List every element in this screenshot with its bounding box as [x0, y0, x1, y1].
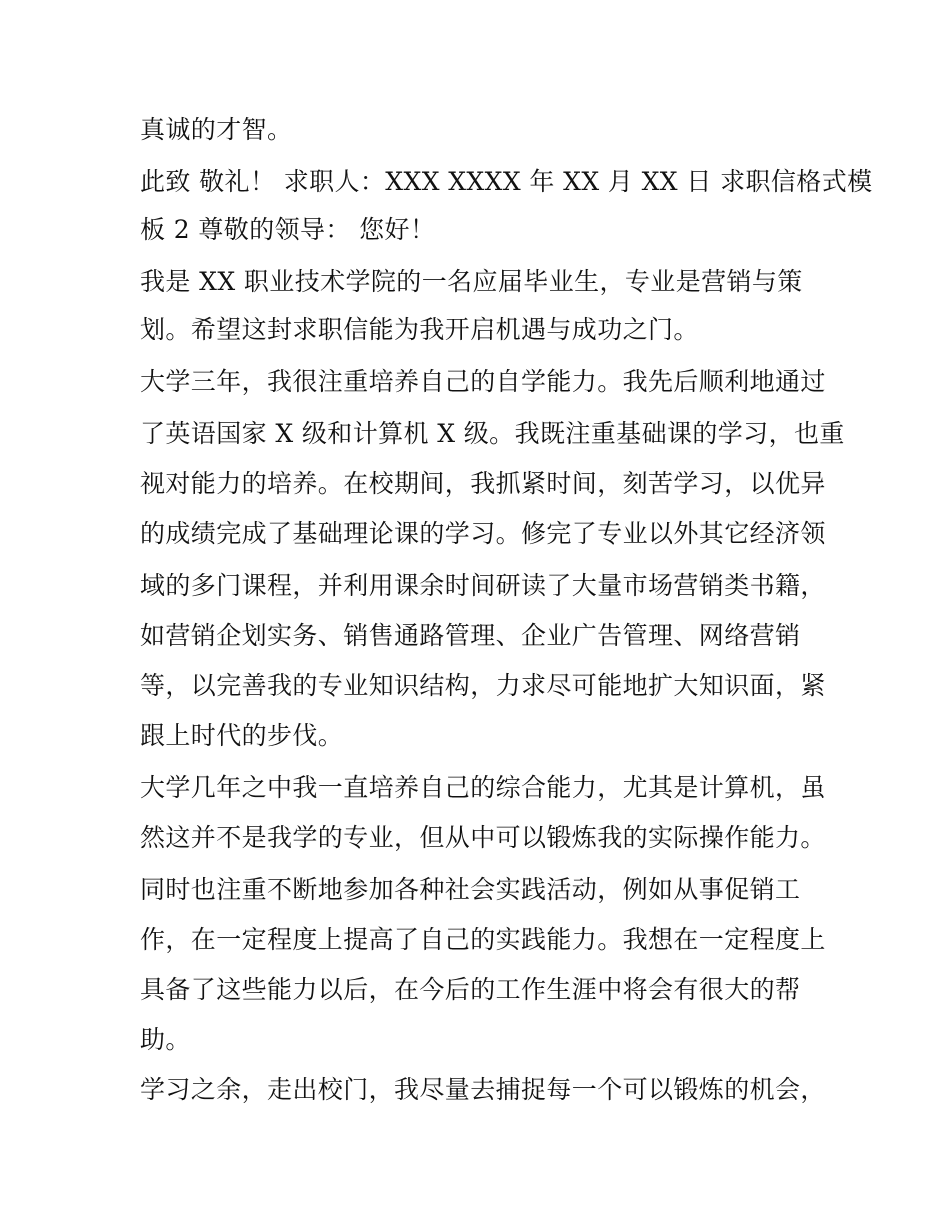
text-line: 同时也注重不断地参加各种社会实践活动，例如从事促销工: [140, 875, 801, 904]
text-line: 此致 敬礼！ 求职人：XXX XXXX 年 XX 月 XX 日 求职信格式模: [140, 167, 873, 196]
text-line: 然这并不是我学的专业，但从中可以锻炼我的实际操作能力。: [140, 823, 826, 852]
text-line: 真诚的才智。: [140, 115, 293, 144]
text-line: 大学几年之中我一直培养自己的综合能力，尤其是计算机，虽: [140, 773, 826, 802]
text-line: 域的多门课程，并利用课余时间研读了大量市场营销类书籍，: [140, 571, 826, 600]
text-line: 学习之余，走出校门，我尽量去捕捉每一个可以锻炼的机会，: [140, 1075, 826, 1104]
text-line: 划。希望这封求职信能为我开启机遇与成功之门。: [140, 315, 699, 344]
text-line: 视对能力的培养。在校期间，我抓紧时间，刻苦学习，以优异: [140, 469, 826, 498]
text-line: 跟上时代的步伐。: [140, 721, 344, 750]
text-line: 了英语国家 X 级和计算机 X 级。我既注重基础课的学习，也重: [140, 419, 845, 448]
text-line: 的成绩完成了基础理论课的学习。修完了专业以外其它经济领: [140, 519, 826, 548]
text-line: 我是 XX 职业技术学院的一名应届毕业生，专业是营销与策: [140, 267, 803, 296]
text-line: 助。: [140, 1025, 191, 1054]
text-line: 作，在一定程度上提高了自己的实践能力。我想在一定程度上: [140, 925, 826, 954]
text-line: 大学三年，我很注重培养自己的自学能力。我先后顺利地通过: [140, 367, 826, 396]
text-line: 如营销企划实务、销售通路管理、企业广告管理、网络营销: [140, 621, 801, 650]
text-line: 具备了这些能力以后，在今后的工作生涯中将会有很大的帮: [140, 975, 801, 1004]
text-line: 等，以完善我的专业知识结构，力求尽可能地扩大知识面，紧: [140, 671, 826, 700]
text-line: 板 2 尊敬的领导： 您好！: [140, 215, 436, 244]
